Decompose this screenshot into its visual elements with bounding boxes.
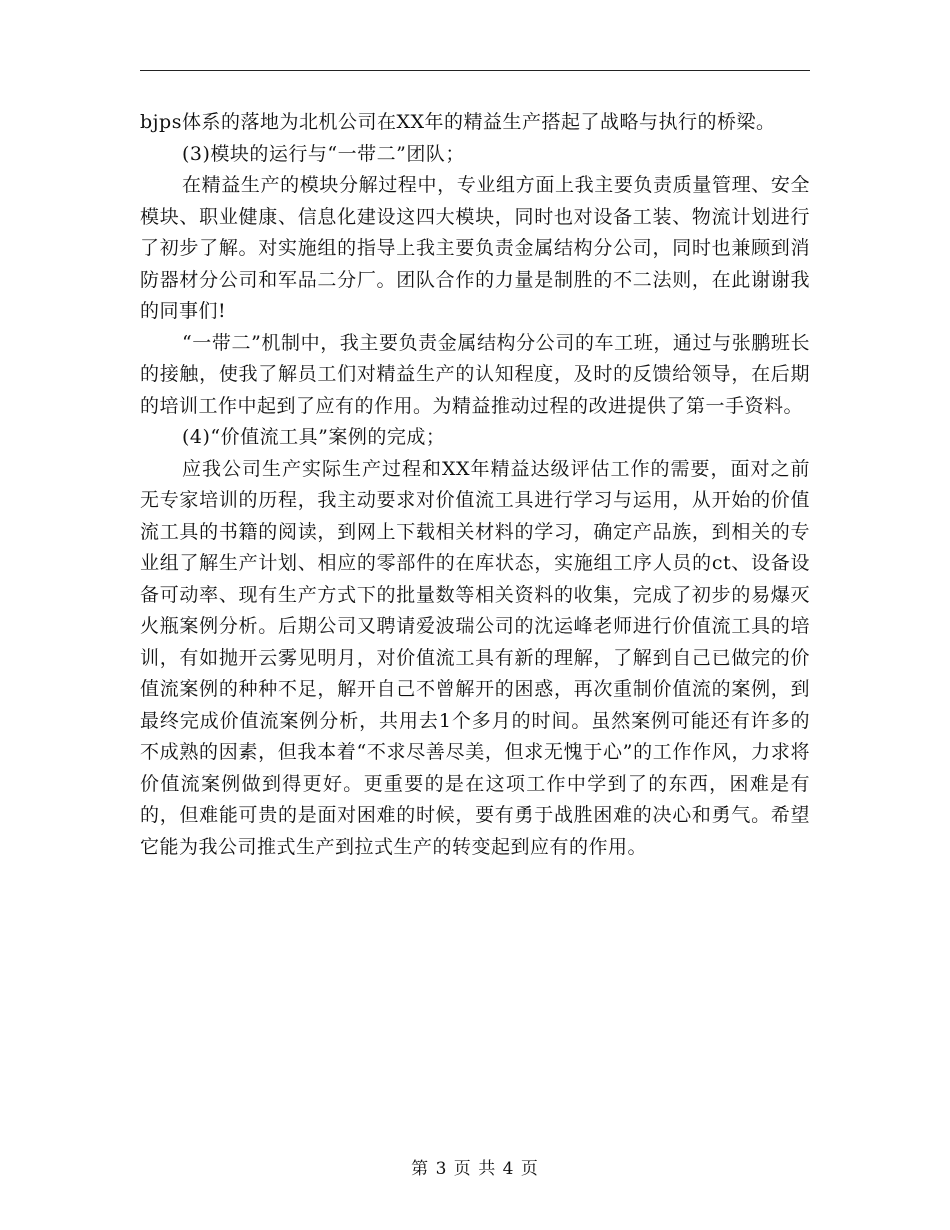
section-heading-4: (4)“价值流工具”案例的完成；	[182, 426, 446, 448]
header-rule	[140, 70, 810, 71]
document-body	[140, 107, 810, 863]
paragraph-1: bjps体系的落地为北机公司在XX年的精益生产搭起了战略与执行的桥梁。	[140, 111, 776, 133]
section-heading-3: (3)模块的运行与“一带二”团队；	[182, 142, 465, 165]
page-number-label: 第 3 页 共 4 页	[411, 1159, 539, 1179]
paragraph-value-stream: 应我公司生产实际生产过程和XX年精益达级评估工作的需要，面对之前无专家培训的历程，我主动要求对价值流工具进行学习与运用，从开始的价值流工具的书籍的阅读，到网上下载相关材料的学习，确定产品族，到相关的专业组了解生产计划、相应的零部件的在库状态，实施组工序人员的ct、设备设备可动率、现有生产方式下的批量数等相关资料的收集，完成了初步的易爆灭火瓶案例分析。后期公司又聘请爱波瑞公司的沈运峰老师进行价值流工具的培训，有如抛开云雾见明月，对价值流工具有新的理解，了解到自己已做完的价值流案例的种种不足，解开自己不曾解开的困惑，再次重制价值流的案例，到最终完成价值流案例分析，共用去1个多月的时间。虽然案例可能还有许多的不成熟的因素，但我本着“不求尽善尽美，但求无愧于心”的工作作风，力求将价值流案例做到得更好。更重要的是在这项工作中学到了的东西，困难是有的，但难能可贵的是面对困难的时候，要有勇于战胜困难的决心和勇气。希望它能为我公司推式生产到拉式生产的转变起到应有的作用。	[140, 457, 810, 858]
page-footer	[0, 1154, 950, 1179]
paragraph-one-leads-two: “一带二”机制中，我主要负责金属结构分公司的车工班，通过与张鹏班长的接触，使我了解员工们对精益生产的认知程度，及时的反馈给领导，在后期的培训工作中起到了应有的作用。为精益推动过程的改进提供了第一手资料。	[140, 331, 810, 417]
paragraph-modules: 在精益生产的模块分解过程中，专业组方面上我主要负责质量管理、安全模块、职业健康、信息化建设这四大模块，同时也对设备工装、物流计划进行了初步了解。对实施组的指导上我主要负责金属结构分公司，同时也兼顾到消防器材分公司和军品二分厂。团队合作的力量是制胜的不二法则，在此谢谢我的同事们!	[140, 174, 810, 322]
